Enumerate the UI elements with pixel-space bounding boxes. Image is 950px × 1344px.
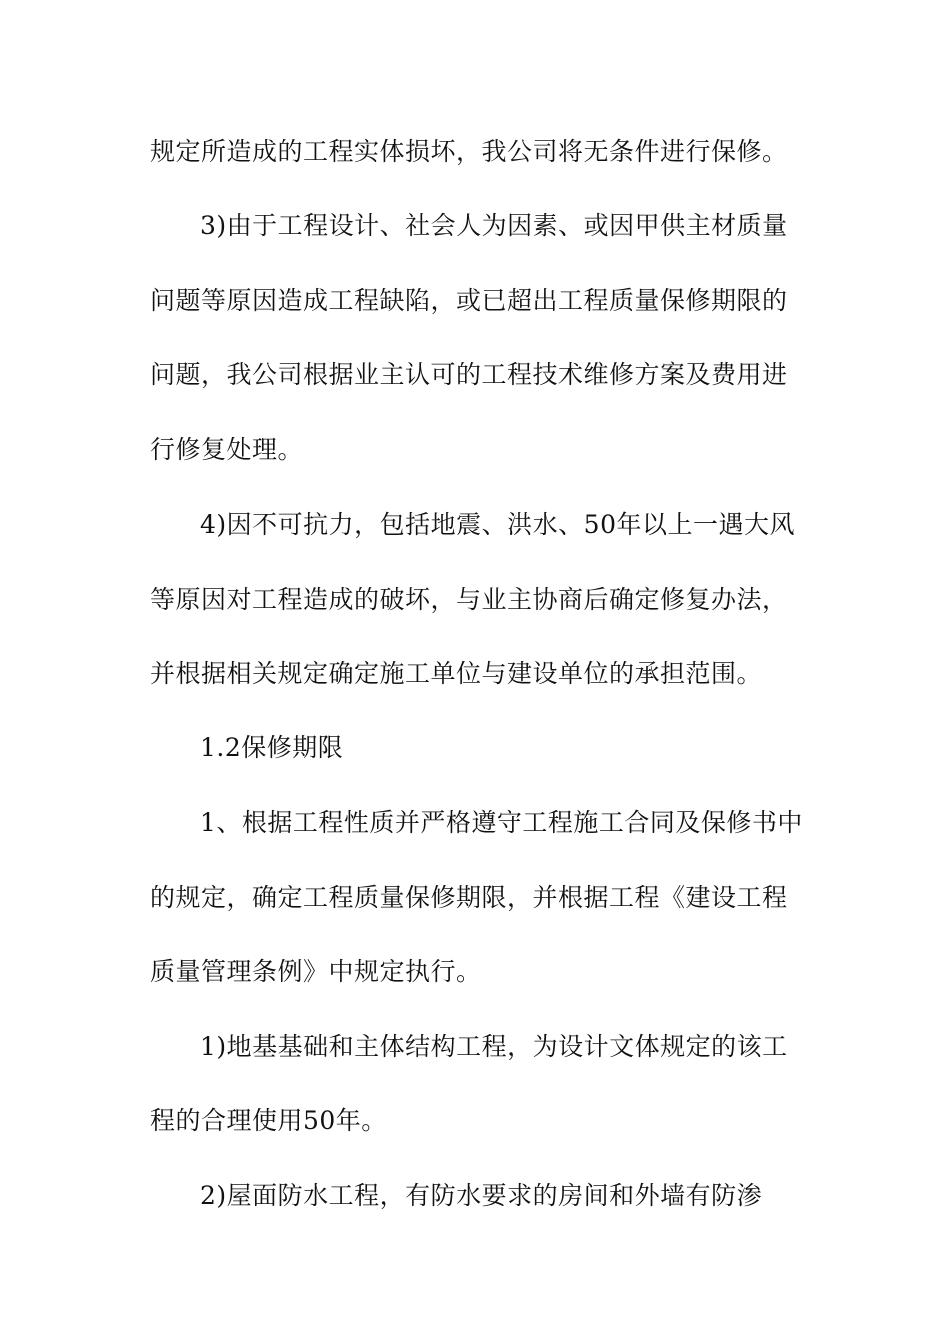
text-line: 问题等原因造成工程缺陷，或已超出工程质量保修期限的	[150, 286, 788, 315]
text-line: 规定所造成的工程实体损坏，我公司将无条件进行保修。	[150, 137, 788, 166]
text-line: 程的合理使用50年。	[150, 1106, 387, 1135]
text-line: 的规定，确定工程质量保修期限，并根据工程《建设工程	[150, 883, 788, 912]
text-line: 1)地基基础和主体结构工程，为设计文体规定的该工	[200, 1032, 788, 1061]
text-line: 问题，我公司根据业主认可的工程技术维修方案及费用进	[150, 360, 788, 389]
section-heading: 1.2保修期限	[200, 733, 344, 762]
text-line: 质量管理条例》中规定执行。	[150, 957, 482, 986]
text-line: 4)因不可抗力，包括地震、洪水、50年以上一遇大风	[200, 510, 795, 539]
text-line: 并根据相关规定确定施工单位与建设单位的承担范围。	[150, 659, 763, 688]
text-line: 1、根据工程性质并严格遵守工程施工合同及保修书中	[200, 808, 803, 837]
text-line: 行修复处理。	[150, 435, 304, 464]
text-line: 2)屋面防水工程，有防水要求的房间和外墙有防渗	[200, 1181, 763, 1210]
text-line: 等原因对工程造成的破坏，与业主协商后确定修复办法，	[150, 585, 788, 614]
text-line: 3)由于工程设计、社会人为因素、或因甲供主材质量	[200, 211, 788, 240]
